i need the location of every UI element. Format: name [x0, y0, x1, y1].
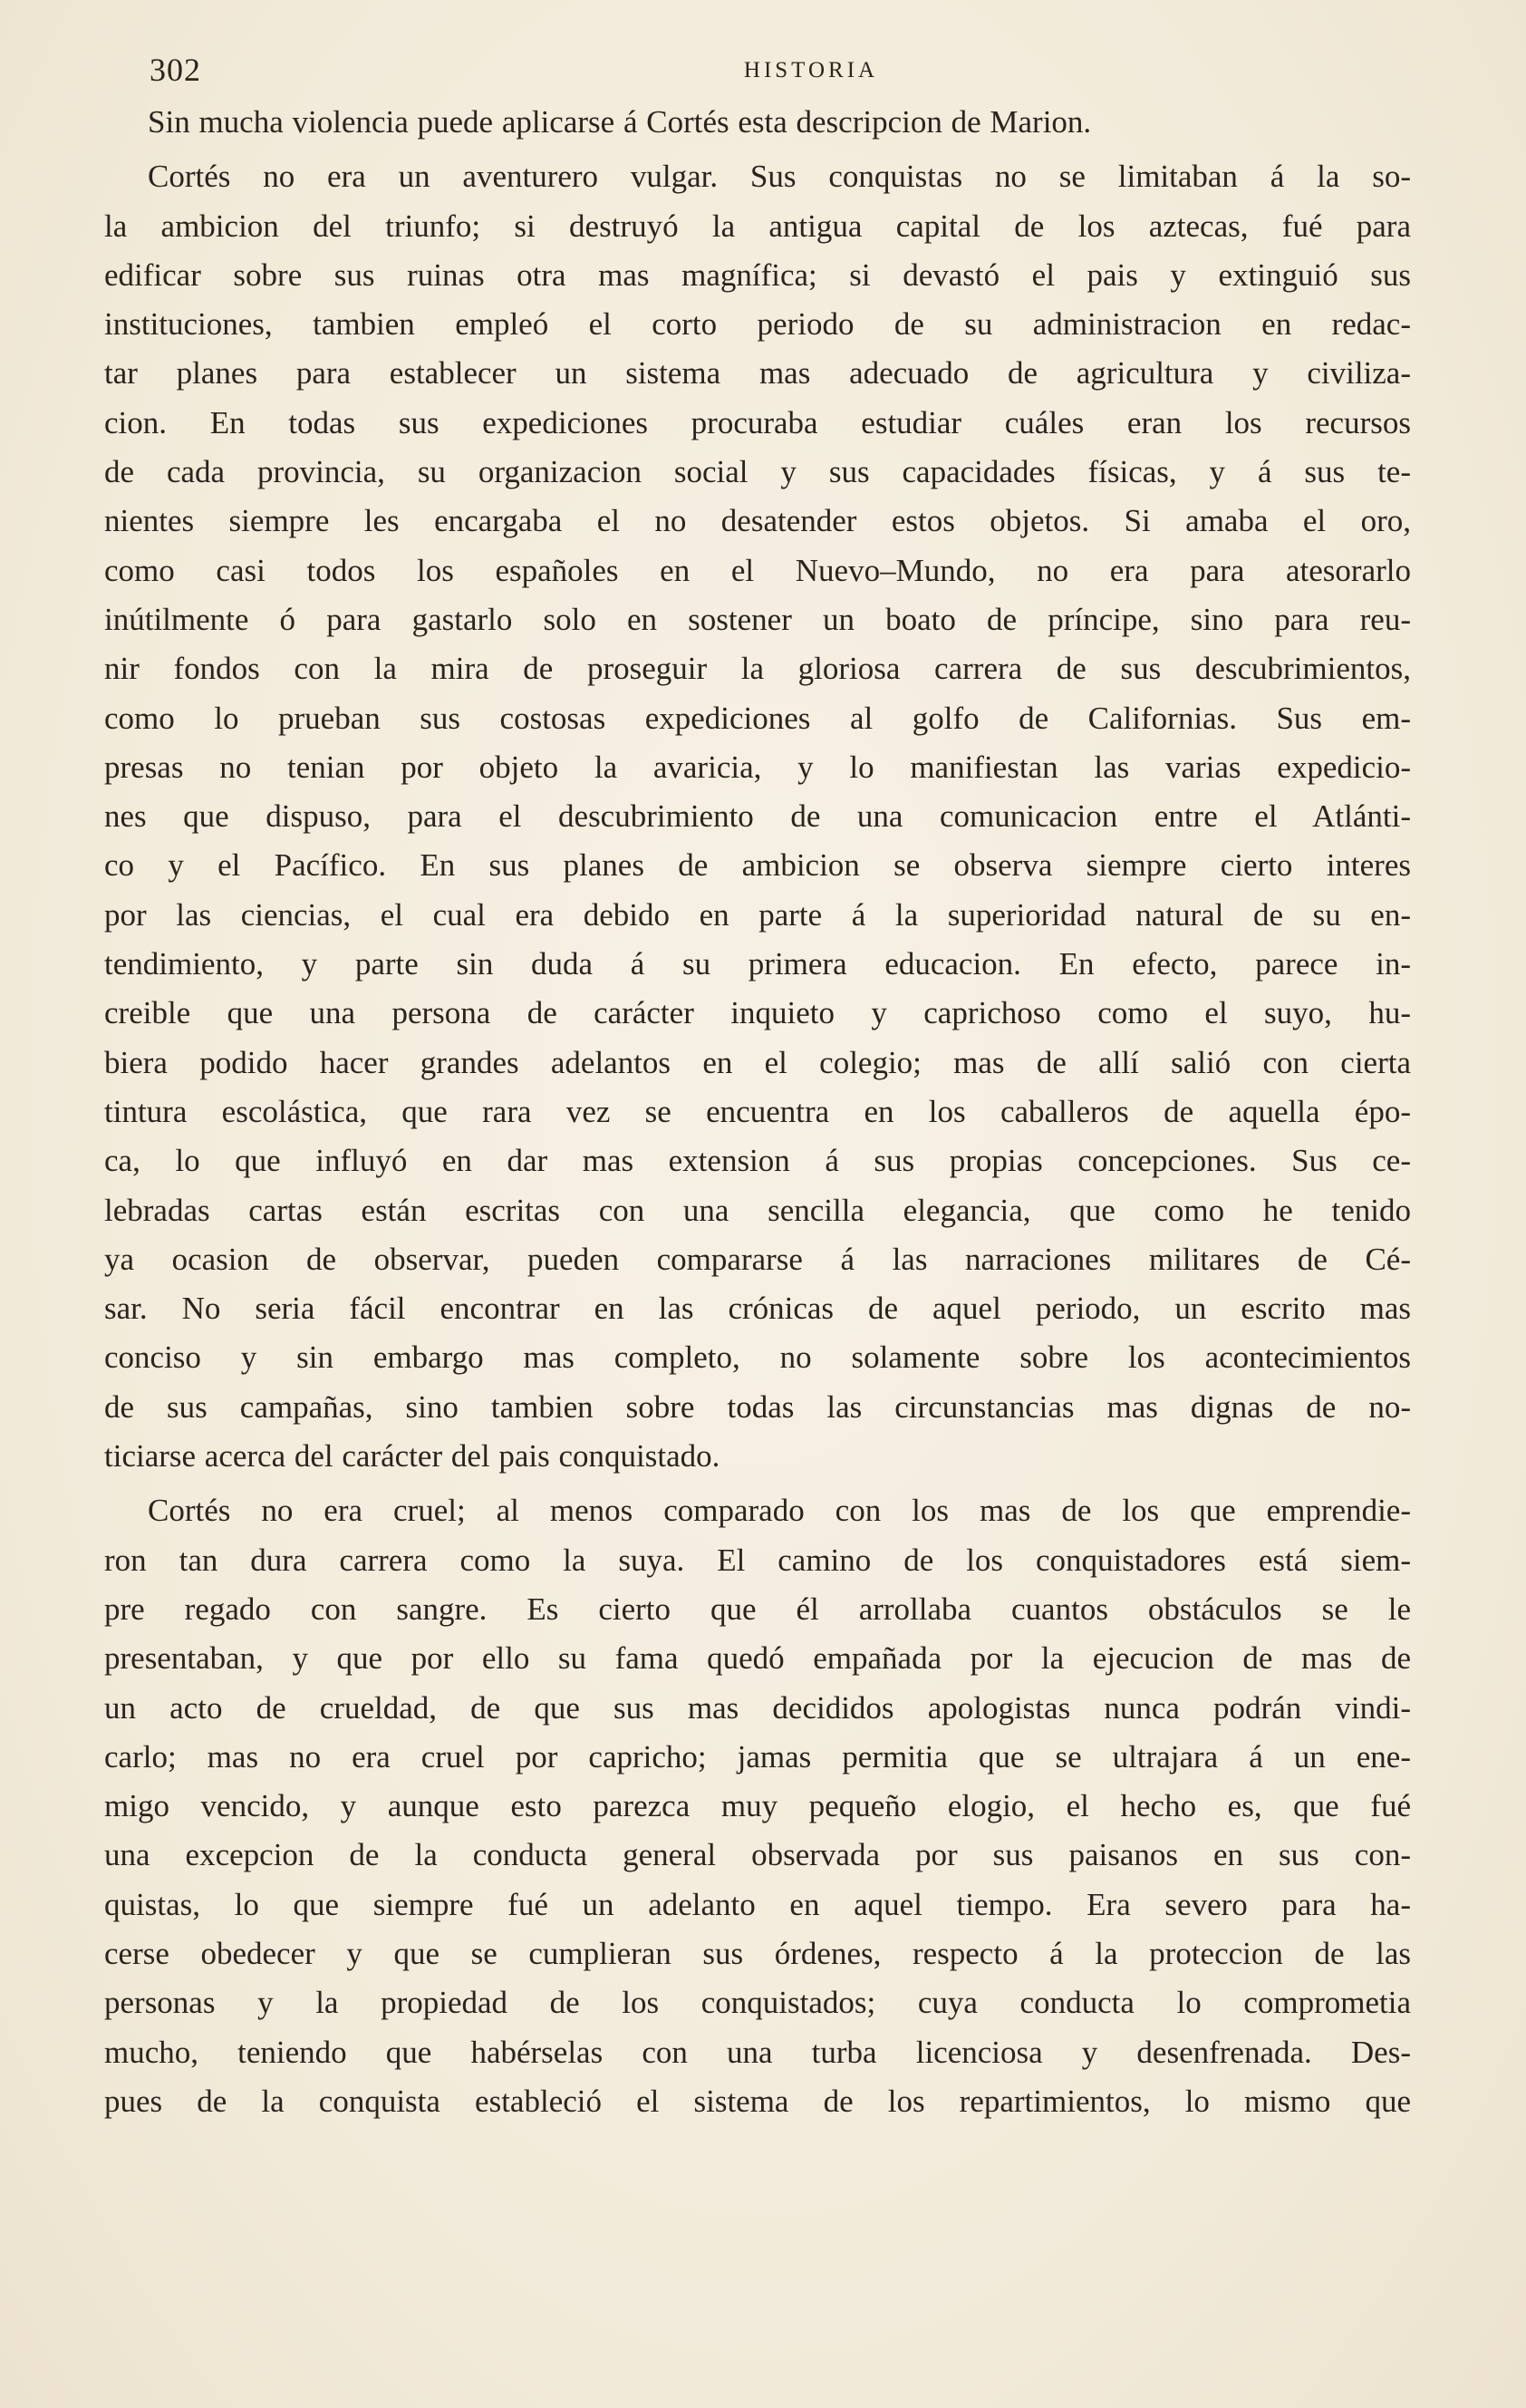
- text-line: co y el Pacífico. En sus planes de ambicion se observa siempre cierto interes: [104, 847, 1411, 884]
- text-line: un acto de crueldad, de que sus mas decididos apologistas nunca podrán vindi-: [104, 1689, 1411, 1726]
- text-line: inútilmente ó para gastarlo solo en sostener un boato de príncipe, sino para reu-: [104, 601, 1411, 637]
- text-line: conciso y sin embargo mas completo, no solamente sobre los acontecimientos: [104, 1339, 1411, 1376]
- text-line: pre regado con sangre. Es cierto que él arrollaba cuantos obstáculos se le: [104, 1591, 1411, 1627]
- text-line: ron tan dura carrera como la suya. El camino de los conquistadores está siem-: [104, 1542, 1411, 1578]
- text-line: cion. En todas sus expediciones procuraba estudiar cuáles eran los recursos: [104, 404, 1411, 440]
- text-line: edificar sobre sus ruinas otra mas magnífica; si devastó el pais y extinguió sus: [104, 256, 1411, 293]
- text-line: ca, lo que influyó en dar mas extension á sus propias concepciones. Sus ce-: [104, 1143, 1411, 1179]
- text-line: quistas, lo que siempre fué un adelanto en aquel tiempo. Era severo para ha-: [104, 1886, 1411, 1922]
- text-line: de sus campañas, sino tambien sobre todas las circunstancias mas dignas de no-: [104, 1388, 1411, 1425]
- text-line: instituciones, tambien empleó el corto periodo de su administracion en redac-: [104, 306, 1411, 343]
- text-line: de cada provincia, su organizacion social y sus capacidades físicas, y á sus te-: [104, 454, 1411, 490]
- text-line: mucho, teniendo que habérselas con una turba licenciosa y desenfrenada. Des-: [104, 2034, 1411, 2070]
- text-line: presentaban, y que por ello su fama quedó empañada por la ejecucion de mas de: [104, 1640, 1411, 1677]
- text-line: presas no tenian por objeto la avaricia, y lo manifiestan las varias expedicio-: [104, 749, 1411, 785]
- body-text: [104, 98, 1411, 2126]
- text-line: carlo; mas no era cruel por capricho; jamas permitia que se ultrajara á un ene-: [104, 1738, 1411, 1775]
- text-line: tendimiento, y parte sin duda á su primera educacion. En efecto, parece in-: [104, 946, 1411, 982]
- text-line: sar. No seria fácil encontrar en las crónicas de aquel periodo, un escrito mas: [104, 1291, 1411, 1327]
- text-line: nes que dispuso, para el descubrimiento de una comunicacion entre el Atlánti-: [104, 798, 1411, 835]
- page-number: 302: [150, 52, 201, 88]
- text-line: como casi todos los españoles en el Nuevo–Mundo, no era para atesorarlo: [104, 552, 1411, 588]
- text-line: Cortés no era cruel; al menos comparado con los mas de los que emprendie-: [148, 1493, 1411, 1529]
- running-head: HISTORIA: [743, 58, 879, 82]
- text-line: lebradas cartas están escritas con una sencilla elegancia, que como he tenido: [104, 1192, 1411, 1228]
- text-line: nir fondos con la mira de proseguir la gloriosa carrera de sus descubrimientos,: [104, 651, 1411, 687]
- text-line: la ambicion del triunfo; si destruyó la antigua capital de los aztecas, fué para: [104, 208, 1411, 244]
- text-line: por las ciencias, el cual era debido en parte á la superioridad natural de su en-: [104, 896, 1411, 933]
- text-line: como lo prueban sus costosas expediciones al golfo de Californias. Sus em-: [104, 700, 1411, 736]
- text-line: una excepcion de la conducta general observada por sus paisanos en sus con-: [104, 1837, 1411, 1873]
- text-line: creible que una persona de carácter inquieto y caprichoso como el suyo, hu-: [104, 995, 1411, 1031]
- paragraph-3: [104, 1486, 1411, 2126]
- text-line: cerse obedecer y que se cumplieran sus órdenes, respecto á la proteccion de las: [104, 1935, 1411, 1971]
- page-header: [150, 47, 1411, 92]
- text-line: tintura escolástica, que rara vez se encuentra en los caballeros de aquella épo-: [104, 1093, 1411, 1129]
- text-line: nientes siempre les encargaba el no desatender estos objetos. Si amaba el oro,: [104, 503, 1411, 539]
- text-line: Cortés no era un aventurero vulgar. Sus conquistas no se limitaban á la so-: [148, 159, 1411, 195]
- paragraph-1: [104, 98, 1411, 147]
- text-line: pues de la conquista estableció el sistema de los repartimientos, lo mismo que: [104, 2083, 1411, 2119]
- text-line: ticiarse acerca del carácter del pais conquistado.: [104, 1438, 720, 1475]
- text-line: biera podido hacer grandes adelantos en el colegio; mas de allí salió con cierta: [104, 1044, 1411, 1080]
- text-line: migo vencido, y aunque esto parezca muy pequeño elogio, el hecho es, que fué: [104, 1788, 1411, 1824]
- text-line: ya ocasion de observar, pueden compararse á las narraciones militares de Cé-: [104, 1241, 1411, 1277]
- text-line: personas y la propiedad de los conquistados; cuya conducta lo comprometia: [104, 1985, 1411, 2021]
- text-line: tar planes para establecer un sistema mas adecuado de agricultura y civiliza-: [104, 355, 1411, 392]
- text-line: Sin mucha violencia puede aplicarse á Cortés esta descripcion de Marion.: [148, 104, 1092, 140]
- paragraph-2: [104, 152, 1411, 1481]
